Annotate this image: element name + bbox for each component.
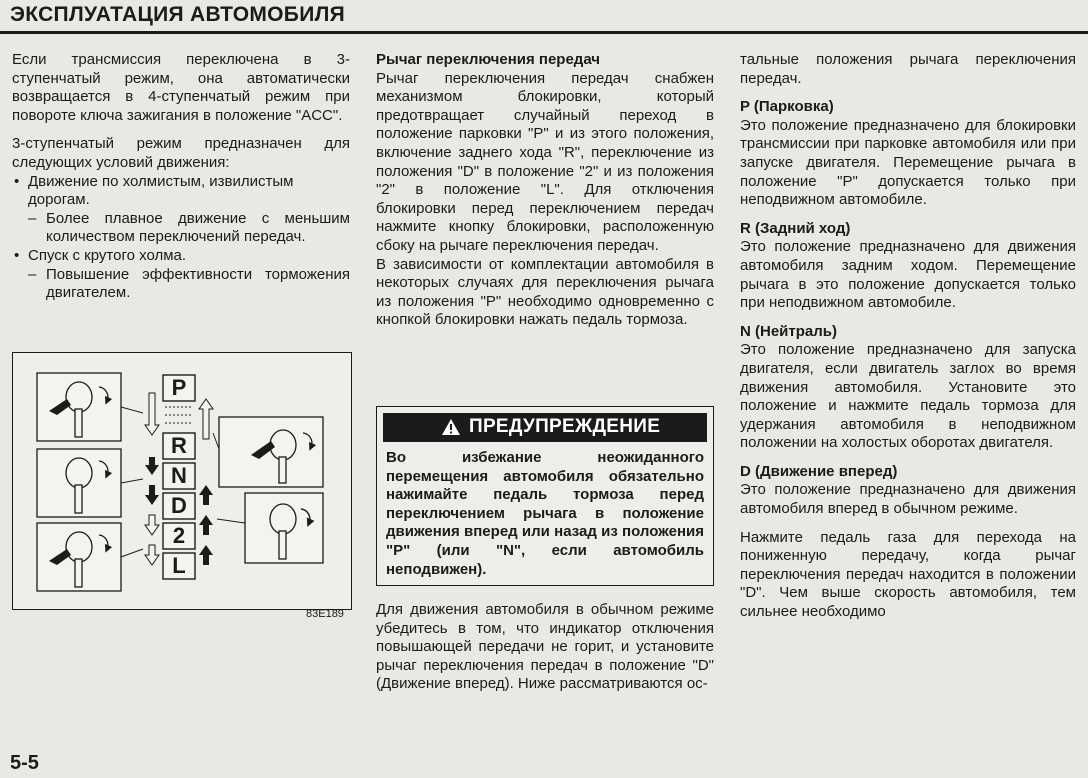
list-item [12,266,350,303]
paragraph: Если трансмиссия переключена в 3-ступенчатый режим, она автоматически возвращается в 4-ступенчатый режим при повороте ключа зажигания в положение "ACC". [12,51,350,124]
gear-label: D [171,493,187,518]
paragraph: Это положение предназначено для запуска двигателя, если двигатель заглох во время движения автомобиля. Установите это положение и нажмите педаль тормоза для удержания автомобиля в неподвижном положении на холостых оборотах двигателя. [740,341,1076,452]
column-middle [376,51,714,330]
sub-list [12,266,350,303]
sub-list [12,210,350,247]
section-heading: N (Нейтраль) [740,322,837,340]
column-right [740,51,1076,622]
column-left [12,51,350,303]
gear-label: R [171,433,187,458]
hand-on-lever-illustration [37,373,121,441]
bullet-mark: • [14,246,20,264]
list-item-text: Движение по холмистым, извилистым дорогам. [28,172,294,209]
dash-mark: – [28,209,37,227]
gear-selector-column [163,375,195,579]
list-item-text: Спуск с крутого холма. [28,246,187,264]
page-number: 5-5 [10,752,39,774]
list-item [12,210,350,247]
dash-mark: – [28,265,37,283]
list-item [12,247,350,266]
warning-text: Во избежание неожиданного перемещения автомобиля обязательно нажимайте педаль тормоза перед переключением рычага в положение движения вперед или назад из положения "P" (или "N", если автомобиль неподвижен). [386,449,704,578]
page-header [0,0,1088,34]
hand-on-lever-illustration [37,523,121,591]
shift-lever-diagram [12,352,352,610]
paragraph: В зависимости от комплектации автомобиля в некоторых случаях для переключения рычага из положения "P" необходимо одновременно с кнопкой блокировки нажать педаль тормоза. [376,255,714,329]
warning-triangle-icon [441,418,461,436]
section-heading: D (Движение вперед) [740,462,898,480]
paragraph: Это положение предназначено для движения автомобиля задним ходом. Перемещение рычага в это положение допускается только при неподвижном автомобиле. [740,238,1076,312]
paragraph: 3-ступенчатый режим предназначен для следующих условий движения: [12,135,350,171]
section-heading: R (Задний ход) [740,219,851,237]
paragraph: тальные положения рычага переключения передач. [740,51,1076,87]
bullet-mark: • [14,172,20,190]
paragraph: Это положение предназначено для движения автомобиля вперед в обычном режиме. [740,481,1076,518]
gear-label: P [171,375,187,400]
hand-on-lever-illustration [37,449,121,517]
gear-label: 2 [172,523,186,548]
paragraph: Рычаг переключения передач снабжен механизмом блокировки, который предотвращает случайный переход в положение парковки "P" и из этого положения, включение заднего хода "R", переключение из положения "D" в положение "2" и из положения "2" в положение "L". Для отключения блокировки перед переключением передач нажмите кнопку блокировки, расположенную сбоку на рычаге переключения передач. [376,69,714,254]
section-heading: Рычаг переключения передач [376,51,601,68]
bullet-list [12,173,350,210]
list-item [12,173,350,210]
bullet-list [12,247,350,266]
section-title: ЭКСПЛУАТАЦИЯ АВТОМОБИЛЯ [10,3,346,26]
list-item-text: Более плавное движение с меньшим количеством переключений передач. [46,209,350,246]
gear-label: L [172,553,186,578]
paragraph: Для движения автомобиля в обычном режиме убедитесь в том, что индикатор отключения повышающей передачи не горит, и установите рычаг переключения передач в положение "D" (Движение вперед). Ниже рассматриваются ос- [376,601,714,693]
warning-header [383,413,707,442]
list-item-text: Повышение эффективности торможения двигателем. [46,265,350,302]
warning-title: ПРЕДУПРЕЖДЕНИЕ [469,416,661,437]
hand-on-lever-illustration [219,417,323,487]
hand-on-lever-illustration [245,493,323,563]
paragraph: Это положение предназначено для блокировки трансмиссии при парковке автомобиля или при запуске двигателя. Перемещение рычага в положение "P" допускается только при неподвижном автомобиле. [740,116,1076,209]
warning-box [376,406,714,586]
paragraph: Нажмите педаль газа для перехода на пониженную передачу, когда рычаг переключения передач находится в положении "D". Чем выше скорость автомобиля, тем сильнее необходимо [740,528,1076,621]
gear-label: N [171,463,187,488]
section-heading: P (Парковка) [740,98,834,116]
diagram-svg [13,353,351,609]
figure-code: 83E189 [306,608,344,620]
